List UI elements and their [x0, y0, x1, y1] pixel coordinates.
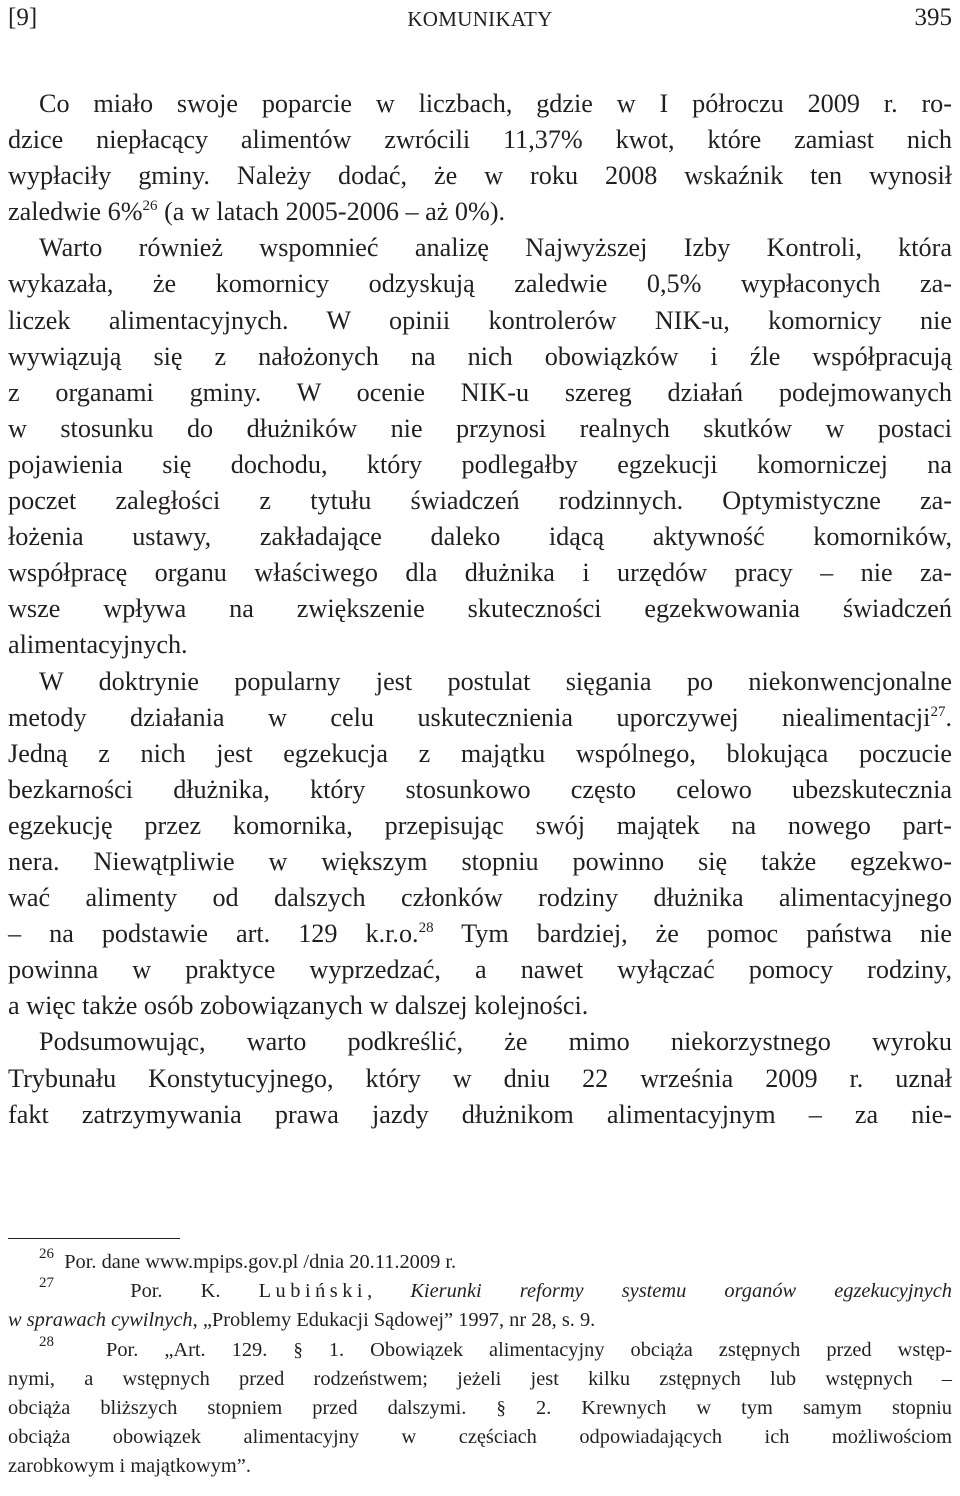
- text-line: [8, 194, 952, 230]
- footnote-text: , „Problemy Edukacji Sądowej” 1997, nr 28, s. 9.: [192, 1309, 596, 1332]
- text-line: [8, 158, 952, 194]
- text-line: [8, 303, 952, 339]
- text-line: [8, 736, 952, 772]
- footnote-text: 2. Krewnych w tym samym stopniu: [505, 1396, 953, 1419]
- line-text: W doktrynie popularny jest postulat sięgania po niekonwencjonalne: [39, 666, 952, 696]
- section-sign: §: [496, 1397, 506, 1419]
- text-line: [8, 844, 952, 880]
- footnote-27-cont: [8, 1306, 952, 1335]
- footnote-text: Por. dane www.mpips.gov.pl /dnia 20.11.2009 r.: [64, 1251, 457, 1273]
- text-line: [8, 447, 952, 483]
- line-text: w stosunku do dłużników nie przynosi realnych skutków w postaci: [8, 413, 952, 443]
- line-text: egzekucję przez komornika, przepisując swój majątek na nowego part-: [8, 810, 952, 840]
- footnote-separator: [8, 1238, 180, 1239]
- text-line: [8, 86, 952, 122]
- text-line: [8, 808, 952, 844]
- section-title: KOMUNIKATY: [407, 7, 553, 31]
- line-text: poczet zaległości z tytułu świadczeń rodzinnych. Optymistyczne za-: [8, 486, 952, 516]
- text-line: [8, 772, 952, 808]
- line-text: Trybunału Konstytucyjnego, który w dniu 22 września 2009 r. uznał: [8, 1063, 952, 1093]
- footnote-title: Kierunki reformy systemu organów egzekucyjnych: [410, 1280, 952, 1303]
- line-text: pojawienia się dochodu, który podlegałby egzekucji komorniczej na: [8, 449, 952, 479]
- footnote-28-line: nymi, a wstępnych przed rodzeństwem; jeżeli jest kilku zstępnych lub wstępnych –: [8, 1367, 952, 1390]
- line-text: metody działania w celu uskutecznienia uporczywej niealimentacji: [8, 702, 931, 732]
- text-line: [8, 591, 952, 627]
- text-line: [8, 483, 952, 519]
- page-number: 395: [914, 4, 952, 31]
- line-text: z organami gminy. W ocenie NIK-u szereg działań podejmowanych: [8, 377, 952, 407]
- running-header: [8, 0, 952, 40]
- text-line: [8, 411, 952, 447]
- footnote-28: $^{28}$ Por. „Art. 129. § 1. Obowiązek alimentacyjny obciąża zstępnych przed wstęp-: [39, 1333, 952, 1361]
- text-line: [8, 880, 952, 916]
- line-text: (a w latach 2005-2006 – aż 0%).: [157, 197, 506, 227]
- footnote-title: w sprawach cywilnych: [8, 1309, 193, 1332]
- line-text: bezkarności dłużnika, który stosunkowo często celowo ubezskutecznia: [8, 774, 952, 804]
- footnote-text: 1. Obowiązek alimentacyjny obciąża zstępnych przed wstęp-: [302, 1338, 952, 1361]
- line-text: fakt zatrzymywania prawa jazdy dłużnikom alimentacyjnym – za nie-: [8, 1099, 952, 1129]
- line-text: powinna w praktyce wyprzedzać, a nawet wyłączać pomocy rodziny,: [8, 955, 952, 985]
- footnote-28-line: [8, 1394, 952, 1423]
- line-text: alimentacyjnych.: [8, 630, 188, 660]
- line-text: Podsumowując, warto podkreślić, że mimo niekorzystnego wyroku: [39, 1027, 952, 1057]
- line-text: a więc także osób zobowiązanych w dalszej kolejności.: [8, 991, 589, 1021]
- text-line: [8, 1097, 952, 1133]
- footnote-prefix: Por. K.: [130, 1280, 259, 1303]
- text-line: [8, 664, 952, 700]
- line-text: Tym bardziej, że pomoc państwa nie: [433, 919, 953, 949]
- footnote-reference: 28: [418, 920, 434, 937]
- line-text: wywiązują się z nałożonych na nich obowiązków i źle współpracują: [8, 341, 952, 371]
- line-text: współpracę organu właściwego dla dłużnika i urzędów pracy – nie za-: [8, 558, 952, 588]
- text-line: [8, 916, 952, 952]
- line-text: wypłaciły gminy. Należy dodać, że w roku 2008 wskaźnik ten wynosił: [8, 161, 952, 191]
- line-text: liczek alimentacyjnych. W opinii kontrolerów NIK-u, komornicy nie: [8, 305, 952, 335]
- text-line: [8, 375, 952, 411]
- footnote-27: $^{27}$ Por. K. Lubiński, Kierunki reformy systemu organów egzekucyjnych: [39, 1275, 952, 1303]
- text-line: [8, 122, 952, 158]
- text-line: [8, 339, 952, 375]
- chapter-number: [9]: [8, 4, 38, 31]
- footnote-text: Por. „Art. 129.: [106, 1338, 294, 1361]
- text-line: [8, 555, 952, 591]
- footnote-26: $^{26}$ Por. dane www.mpips.gov.pl /dnia 20.11.2009 r.: [39, 1246, 457, 1273]
- line-text: Jedną z nich jest egzekucja z majątku wspólnego, blokująca poczucie: [8, 738, 952, 768]
- text-line: [8, 988, 952, 1024]
- text-line: [8, 266, 952, 302]
- line-text: .: [945, 702, 952, 732]
- text-line: [8, 700, 952, 736]
- line-text: wać alimenty od dalszych członków rodziny dłużnika alimentacyjnego: [8, 883, 952, 913]
- footnotes: [8, 1248, 952, 1482]
- footnote-comma: ,: [367, 1280, 411, 1303]
- section-sign: §: [293, 1339, 303, 1361]
- footnote-reference: 26: [142, 198, 158, 215]
- text-line: [8, 952, 952, 988]
- footnote-reference: 27: [930, 703, 946, 720]
- line-text: Co miało swoje poparcie w liczbach, gdzie w I półroczu 2009 r. ro-: [39, 89, 952, 118]
- line-text: zaledwie 6%: [8, 197, 143, 227]
- line-text: wykazała, że komornicy odzyskują zaledwie 0,5% wypłaconych za-: [8, 269, 952, 299]
- line-text: Warto również wspomnieć analizę Najwyższej Izby Kontroli, która: [39, 233, 952, 263]
- text-line: [8, 1061, 952, 1097]
- line-text: nera. Niewątpliwie w większym stopniu powinno się także egzekwo-: [8, 846, 952, 876]
- text-line: [8, 1024, 952, 1060]
- main-text: [8, 86, 952, 1133]
- line-text: wsze wpływa na zwiększenie skuteczności egzekwowania świadczeń: [8, 594, 952, 624]
- footnote-author: Lubiński: [258, 1280, 368, 1303]
- text-line: [8, 519, 952, 555]
- line-text: łożenia ustawy, zakładające daleko idącą aktywność komorników,: [8, 522, 952, 552]
- text-line: [8, 627, 952, 663]
- line-text: dzice niepłacący alimentów zwrócili 11,37% kwot, które zamiast nich: [8, 125, 952, 155]
- footnote-28-line: obciąża obowiązek alimentacyjny w częściach odpowiadających ich możliwościom: [8, 1426, 952, 1449]
- line-text: – na podstawie art. 129 k.r.o.: [8, 919, 419, 949]
- text-line: [8, 230, 952, 266]
- footnote-text: obciąża bliższych stopniem przed dalszymi.: [8, 1396, 497, 1419]
- footnote-28-line: zarobkowym i majątkowym”.: [8, 1455, 251, 1478]
